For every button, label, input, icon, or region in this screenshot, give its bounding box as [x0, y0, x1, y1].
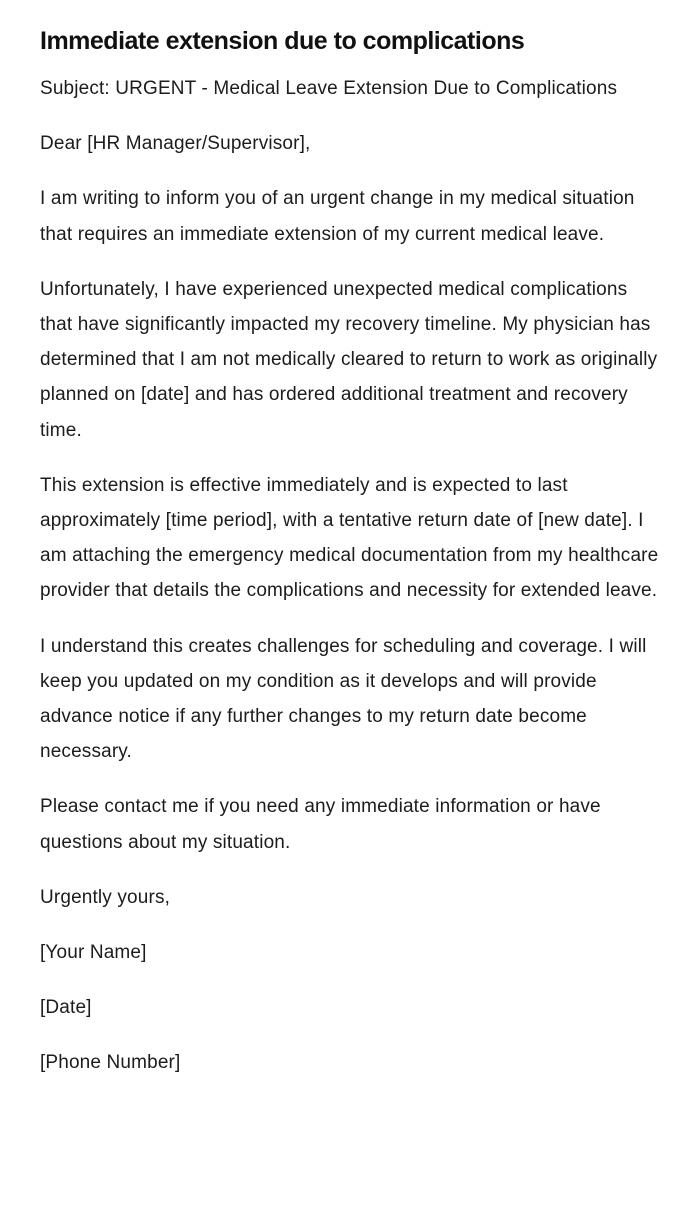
signature-phone: [Phone Number] — [40, 1052, 181, 1074]
closing-line: Urgently yours, — [40, 886, 171, 908]
body-paragraph-2: Unfortunately, I have experienced unexpected medical complications that have significantly impacted my recovery timeline. My physician has determined that I am not medically cleared to return to work as originally planned on [date] and has ordered additional treatment and recovery time. — [40, 278, 658, 441]
subject-line: Subject: URGENT - Medical Leave Extension Due to Complications — [40, 78, 618, 99]
body-paragraph-3: This extension is effective immediately and is expected to last approximately [time period], with a tentative return date of [new date]. I am attaching the emergency medical documentation from my healthcare provider that details the complications and necessity for extended leave. — [40, 474, 659, 602]
letter-title: Immediate extension due to complications — [40, 27, 525, 55]
body-paragraph-5: Please contact me if you need any immediate information or have questions about my situation. — [40, 796, 601, 853]
signature-name: [Your Name] — [40, 942, 147, 964]
body-paragraph-1: I am writing to inform you of an urgent change in my medical situation that requires an immediate extension of my current medical leave. — [40, 188, 635, 245]
body-paragraph-4: I understand this creates challenges for scheduling and coverage. I will keep you updated on my condition as it develops and will provide advance notice if any further changes to my return date become necessary. — [40, 635, 647, 763]
greeting: Dear [HR Manager/Supervisor], — [40, 133, 311, 155]
signature-date: [Date] — [40, 997, 92, 1019]
